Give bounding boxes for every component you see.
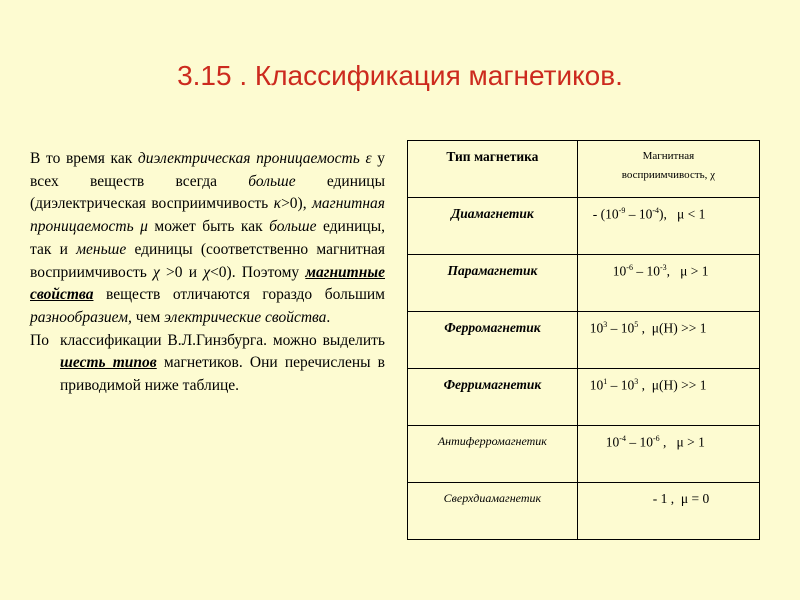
text-span-italic: χ	[203, 263, 211, 281]
header-type: Тип магнетика	[408, 141, 578, 198]
text-span-italic: разнообразием,	[30, 308, 132, 326]
text-span-italic: больше	[248, 172, 296, 190]
text-span: >0 и	[159, 263, 204, 281]
text-span: >0),	[281, 195, 313, 213]
text-span-italic: больше	[269, 218, 317, 236]
table-row	[408, 198, 760, 255]
text-span: магнетиков. Они перечислены в приводимой ниже таблице.	[60, 354, 385, 395]
magnetics-table	[407, 140, 760, 540]
table-row	[408, 483, 760, 540]
text-span: В то время как	[30, 150, 138, 167]
type-value: - $(10^{-9} - 10^{-4})$, μ < 1	[577, 198, 759, 255]
text-span-italic: χ	[153, 263, 160, 281]
text-span-italic: меньше	[76, 240, 127, 258]
paragraph-1	[30, 148, 385, 330]
paragraph-lead: По	[30, 331, 49, 349]
text-span: веществ отличаются гораздо большим	[93, 286, 385, 304]
type-value: $10^3 - 10^5$ , μ(H) >> 1	[577, 312, 759, 369]
text-span: у всех веществ всегда	[30, 150, 385, 190]
table-row	[408, 255, 760, 312]
type-value: - 1 , μ = 0	[577, 483, 759, 540]
text-span: единицы, так и	[30, 218, 385, 258]
type-value: $10^{-4} - 10^{-6}$ , μ > 1	[577, 426, 759, 483]
type-name: Ферримагнетик	[408, 369, 578, 426]
text-span: может быть как	[147, 218, 270, 236]
text-span-italic: электрические свойства	[164, 308, 327, 326]
page-title: 3.15 . Классификация магнетиков.	[177, 60, 623, 91]
text-span: классификации В.Л.Гинзбурга. можно выделить	[60, 331, 385, 349]
text-span-emphasis: магнитные свойства	[30, 263, 385, 304]
header-line-2: восприимчивость, χ	[621, 169, 716, 181]
type-value: $10^{-6} - 10^{-3}$, μ > 1	[577, 255, 759, 312]
type-name: Парамагнетик	[408, 255, 578, 312]
type-name: Диамагнетик	[408, 198, 578, 255]
header-susceptibility	[577, 141, 759, 198]
text-span-italic: магнитная проницаемость μ	[30, 195, 385, 236]
text-span-italic: κ	[273, 195, 282, 213]
type-name: Антиферромагнетик	[408, 426, 578, 483]
text-span-italic: диэлектрическая проницаемость ε	[137, 150, 372, 167]
body-text	[30, 148, 385, 398]
table-row	[408, 426, 760, 483]
type-name: Сверхдиамагнетик	[408, 483, 578, 540]
text-span: единицы (соответственно магнитная восприимчивость	[30, 240, 385, 281]
paragraph-2-body	[60, 330, 385, 398]
table-row	[408, 312, 760, 369]
header-line-1: Магнитная	[642, 150, 695, 162]
text-span-emphasis: шесть типов	[60, 354, 157, 372]
text-span: .	[326, 308, 331, 326]
text-span: чем	[131, 308, 165, 326]
type-name: Ферромагнетик	[408, 312, 578, 369]
table-row	[408, 369, 760, 426]
paragraph-2	[30, 330, 385, 398]
text-span: <0). Поэтому	[210, 263, 306, 281]
type-value: $10^1 - 10^3$ , μ(H) >> 1	[577, 369, 759, 426]
text-span: единицы (диэлектрическая восприимчивость	[30, 172, 386, 213]
